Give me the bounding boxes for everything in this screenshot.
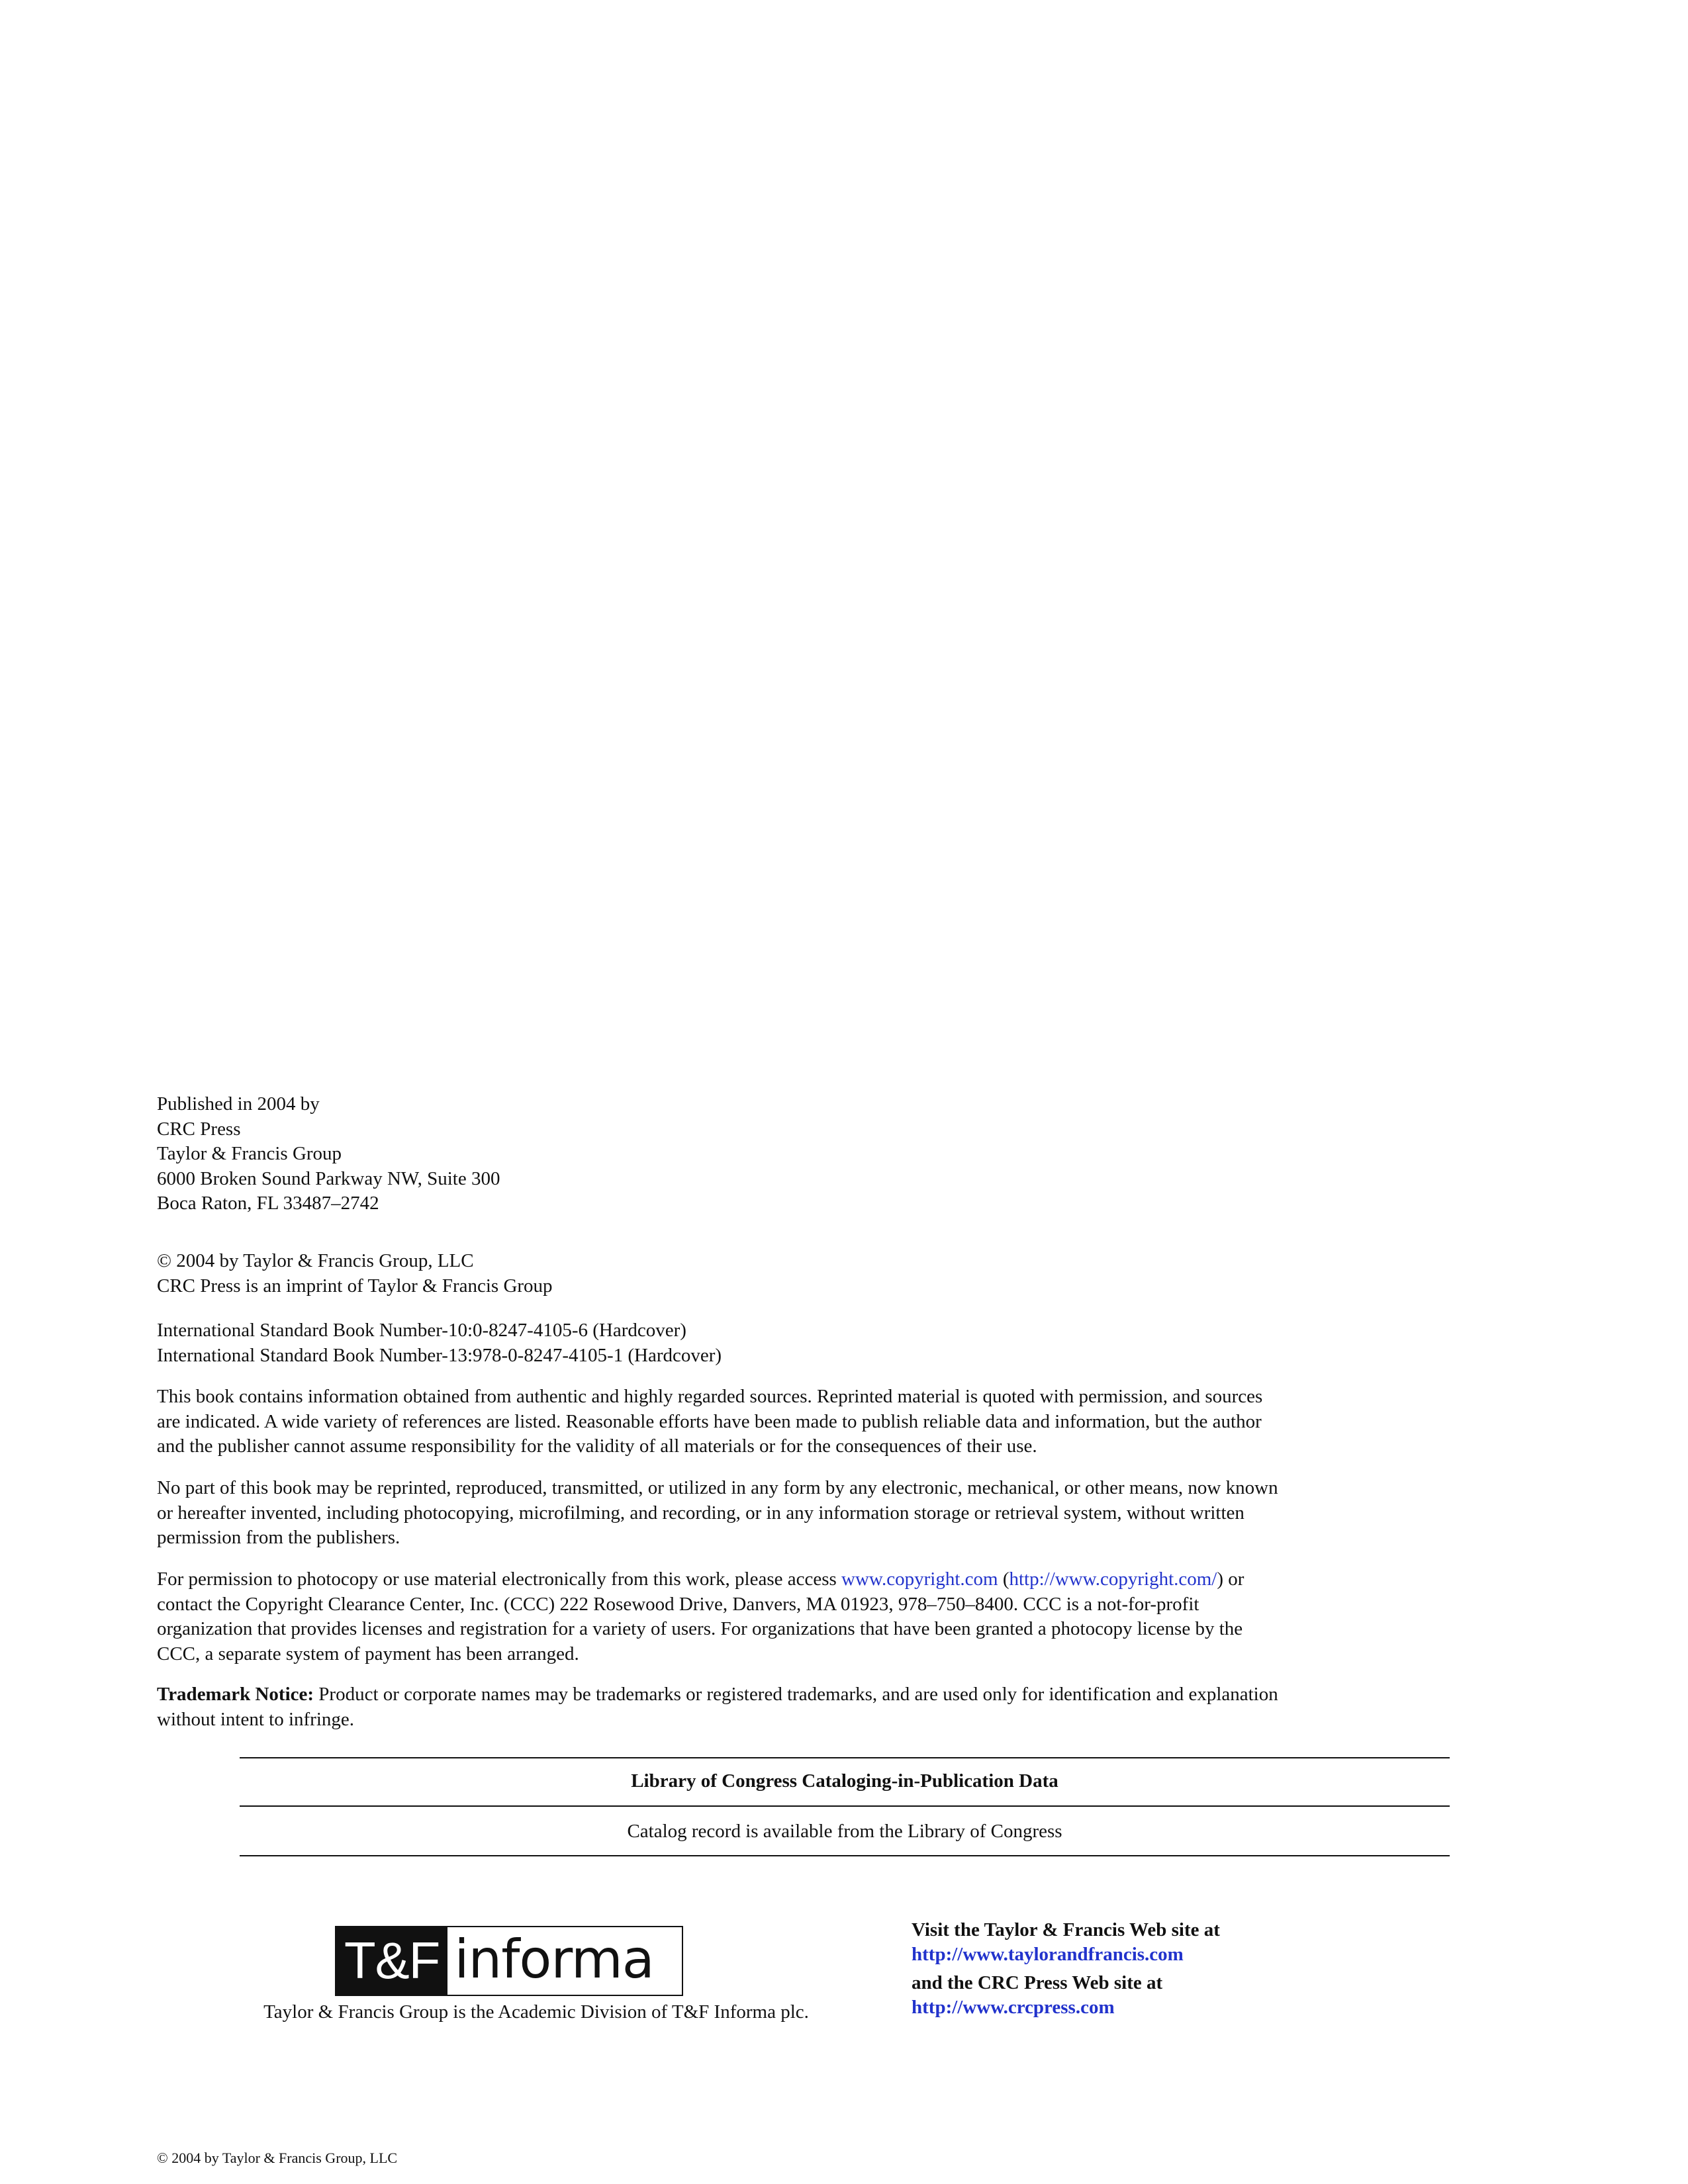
- trademark-label: Trademark Notice:: [157, 1684, 314, 1705]
- trademark-notice: [157, 1682, 1534, 1732]
- logo-caption: Taylor & Francis Group is the Academic Division of T&F Informa plc.: [263, 2001, 809, 2023]
- paren-close: ) or: [1217, 1569, 1244, 1590]
- paragraph-line: CCC, a separate system of payment has been arranged.: [157, 1643, 579, 1664]
- trademark-text: Product or corporate names may be trademarks or registered trademarks, and are used only for identification and explanation: [318, 1684, 1278, 1705]
- isbn-block: [157, 1318, 1534, 1368]
- cip-record: Catalog record is available from the Library of Congress: [627, 1821, 1062, 1842]
- cip-middle-rule: [240, 1805, 1450, 1807]
- sources-paragraph: [157, 1385, 1534, 1459]
- copyright-notice: [157, 1249, 1534, 1298]
- paren-open: (: [1002, 1569, 1009, 1590]
- publisher-line: Taylor & Francis Group: [157, 1143, 342, 1164]
- imprint-line: CRC Press is an imprint of Taylor & Francis Group: [157, 1275, 553, 1297]
- paragraph-line: are indicated. A wide variety of references are listed. Reasonable efforts have been made to publish reliable data and information, but the author: [157, 1410, 1262, 1432]
- crc-website-label: and the CRC Press Web site at: [912, 1972, 1163, 1993]
- publisher-line: Published in 2004 by: [157, 1093, 320, 1115]
- publisher-address: [157, 1092, 1534, 1216]
- copyright-link[interactable]: www.copyright.com: [841, 1569, 998, 1590]
- paragraph-line: and the publisher cannot assume responsibility for the validity of all materials or for the consequences of their use.: [157, 1435, 1037, 1457]
- permission-lead: For permission to photocopy or use material electronically from this work, please access: [157, 1569, 837, 1590]
- paragraph-line: organization that provides licenses and registration for a variety of users. For organizations that have been granted a photocopy license by the: [157, 1618, 1243, 1639]
- cip-top-rule: [240, 1757, 1450, 1758]
- isbn-10: International Standard Book Number-10:0-8247-4105-6 (Hardcover): [157, 1320, 686, 1341]
- copyright-line: © 2004 by Taylor & Francis Group, LLC: [157, 1250, 474, 1271]
- paragraph-line: [157, 1682, 1534, 1707]
- tf-informa-logo: [335, 1926, 683, 1996]
- tf-website-link[interactable]: http://www.taylorandfrancis.com: [912, 1944, 1184, 1965]
- cip-bottom-rule: [240, 1855, 1450, 1856]
- paragraph-line: permission from the publishers.: [157, 1527, 400, 1548]
- paragraph-line: contact the Copyright Clearance Center, Inc. (CCC) 222 Rosewood Drive, Danvers, MA 01923, 978–750–8400. CCC is a not-for-profit: [157, 1593, 1199, 1615]
- permission-paragraph: [157, 1567, 1534, 1666]
- crc-website-link[interactable]: http://www.crcpress.com: [912, 1997, 1115, 2018]
- paragraph-line: without intent to infringe.: [157, 1708, 355, 1730]
- isbn-13: International Standard Book Number-13:978-0-8247-4105-1 (Hardcover): [157, 1344, 722, 1366]
- paragraph-line: This book contains information obtained from authentic and highly regarded sources. Reprinted material is quoted with permission, and sources: [157, 1386, 1263, 1407]
- reproduction-paragraph: [157, 1476, 1534, 1551]
- websites-block: [912, 1918, 1220, 2020]
- paragraph-line: or hereafter invented, including photocopying, microfilming, and recording, or in any information storage or retrieval system, without written: [157, 1502, 1244, 1524]
- tf-website-label: Visit the Taylor & Francis Web site at: [912, 1919, 1220, 1940]
- cip-title: Library of Congress Cataloging-in-Publication Data: [631, 1770, 1058, 1792]
- publisher-line: Boca Raton, FL 33487–2742: [157, 1193, 379, 1214]
- publisher-line: 6000 Broken Sound Parkway NW, Suite 300: [157, 1167, 500, 1189]
- paragraph-line: [157, 1567, 1534, 1592]
- logo-mark: T&F: [336, 1927, 447, 1995]
- page-footer: © 2004 by Taylor & Francis Group, LLC: [157, 2150, 398, 2166]
- paragraph-line: No part of this book may be reprinted, reproduced, transmitted, or utilized in any form by any electronic, mechanical, or other means, now known: [157, 1477, 1278, 1498]
- logo-word: informa: [454, 1929, 654, 1990]
- publisher-line: CRC Press: [157, 1118, 241, 1140]
- copyright-url-link[interactable]: http://www.copyright.com/: [1009, 1569, 1217, 1590]
